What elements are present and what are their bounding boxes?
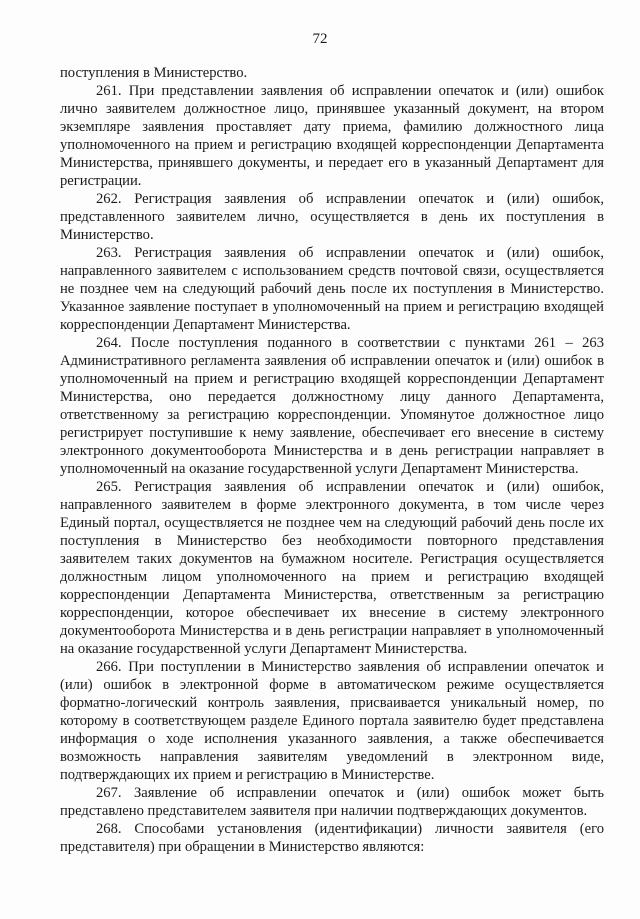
paragraph-261: 261. При представлении заявления об исправлении опечаток и (или) ошибок лично заявителем должностное лицо, принявшее указанный документ, на втором экземпляре заявления проставляет дату приема, фамилию должностного лица уполномоченного на прием и регистрацию входящей корреспонденции Департамента Министерства, принявшего документы, и передает его в указанный Департамент для регистрации.: [60, 83, 604, 189]
paragraph-263: 263. Регистрация заявления об исправлении опечаток и (или) ошибок, направленного заявителем с использованием средств почтовой связи, осуществляется не позднее чем на следующий рабочий день после их поступления в Министерство. Указанное заявление поступает в уполномоченный на прием и регистрацию входящей корреспонденции Департамент Министерства.: [60, 245, 604, 333]
paragraph-continuation: поступления в Министерство.: [60, 65, 248, 81]
document-body: [60, 64, 604, 856]
paragraph-262: 262. Регистрация заявления об исправлении опечаток и (или) ошибок, представленного заявителем лично, осуществляется в день их поступления в Министерство.: [60, 191, 604, 243]
page-number: 72: [312, 31, 328, 47]
paragraph-264: 264. После поступления поданного в соответствии с пунктами 261 – 263 Административного регламента заявления об исправлении опечаток и (или) ошибок в уполномоченный на прием и регистрацию входящей корреспонденции Департамент Министерства, оно передается должностному лицу данного Департамента, ответственному за регистрацию корреспонденции. Упомянутое должностное лицо регистрирует поступившие к нему заявление, обеспечивает его внесение в систему электронного документооборота Министерства и в день регистрации направляет в уполномоченный на оказание государственной услуги Департамент Министерства.: [60, 335, 604, 477]
paragraph-265: 265. Регистрация заявления об исправлении опечаток и (или) ошибок, направленного заявителем в форме электронного документа, в том числе через Единый портал, осуществляется не позднее чем на следующий рабочий день после их поступления в Министерство без необходимости повторного представления заявителем таких документов на бумажном носителе. Регистрация осуществляется должностным лицом уполномоченного на прием и регистрацию входящей корреспонденции Департамента Министерства, ответственным за регистрацию корреспонденции, которое обеспечивает их внесение в систему электронного документооборота Министерства и в день регистрации направляет в уполномоченный на оказание государственной услуги Департамент Министерства.: [60, 479, 604, 657]
paragraph-267: 267. Заявление об исправлении опечаток и (или) ошибок может быть представлено представителем заявителя при наличии подтверждающих документов.: [60, 785, 604, 819]
paragraph-268: 268. Способами установления (идентификации) личности заявителя (его представителя) при обращении в Министерство являются:: [60, 821, 604, 855]
paragraph-266: 266. При поступлении в Министерство заявления об исправлении опечаток и (или) ошибок в электронной форме в автоматическом режиме осуществляется форматно-логический контроль заявления, присваивается уникальный номер, по которому в соответствующем разделе Единого портала заявителю будет представлена информация о ходе исполнения указанного заявления, а также обеспечивается возможность направления заявителям уведомлений в электронном виде, подтверждающих их прием и регистрацию в Министерстве.: [60, 659, 604, 783]
